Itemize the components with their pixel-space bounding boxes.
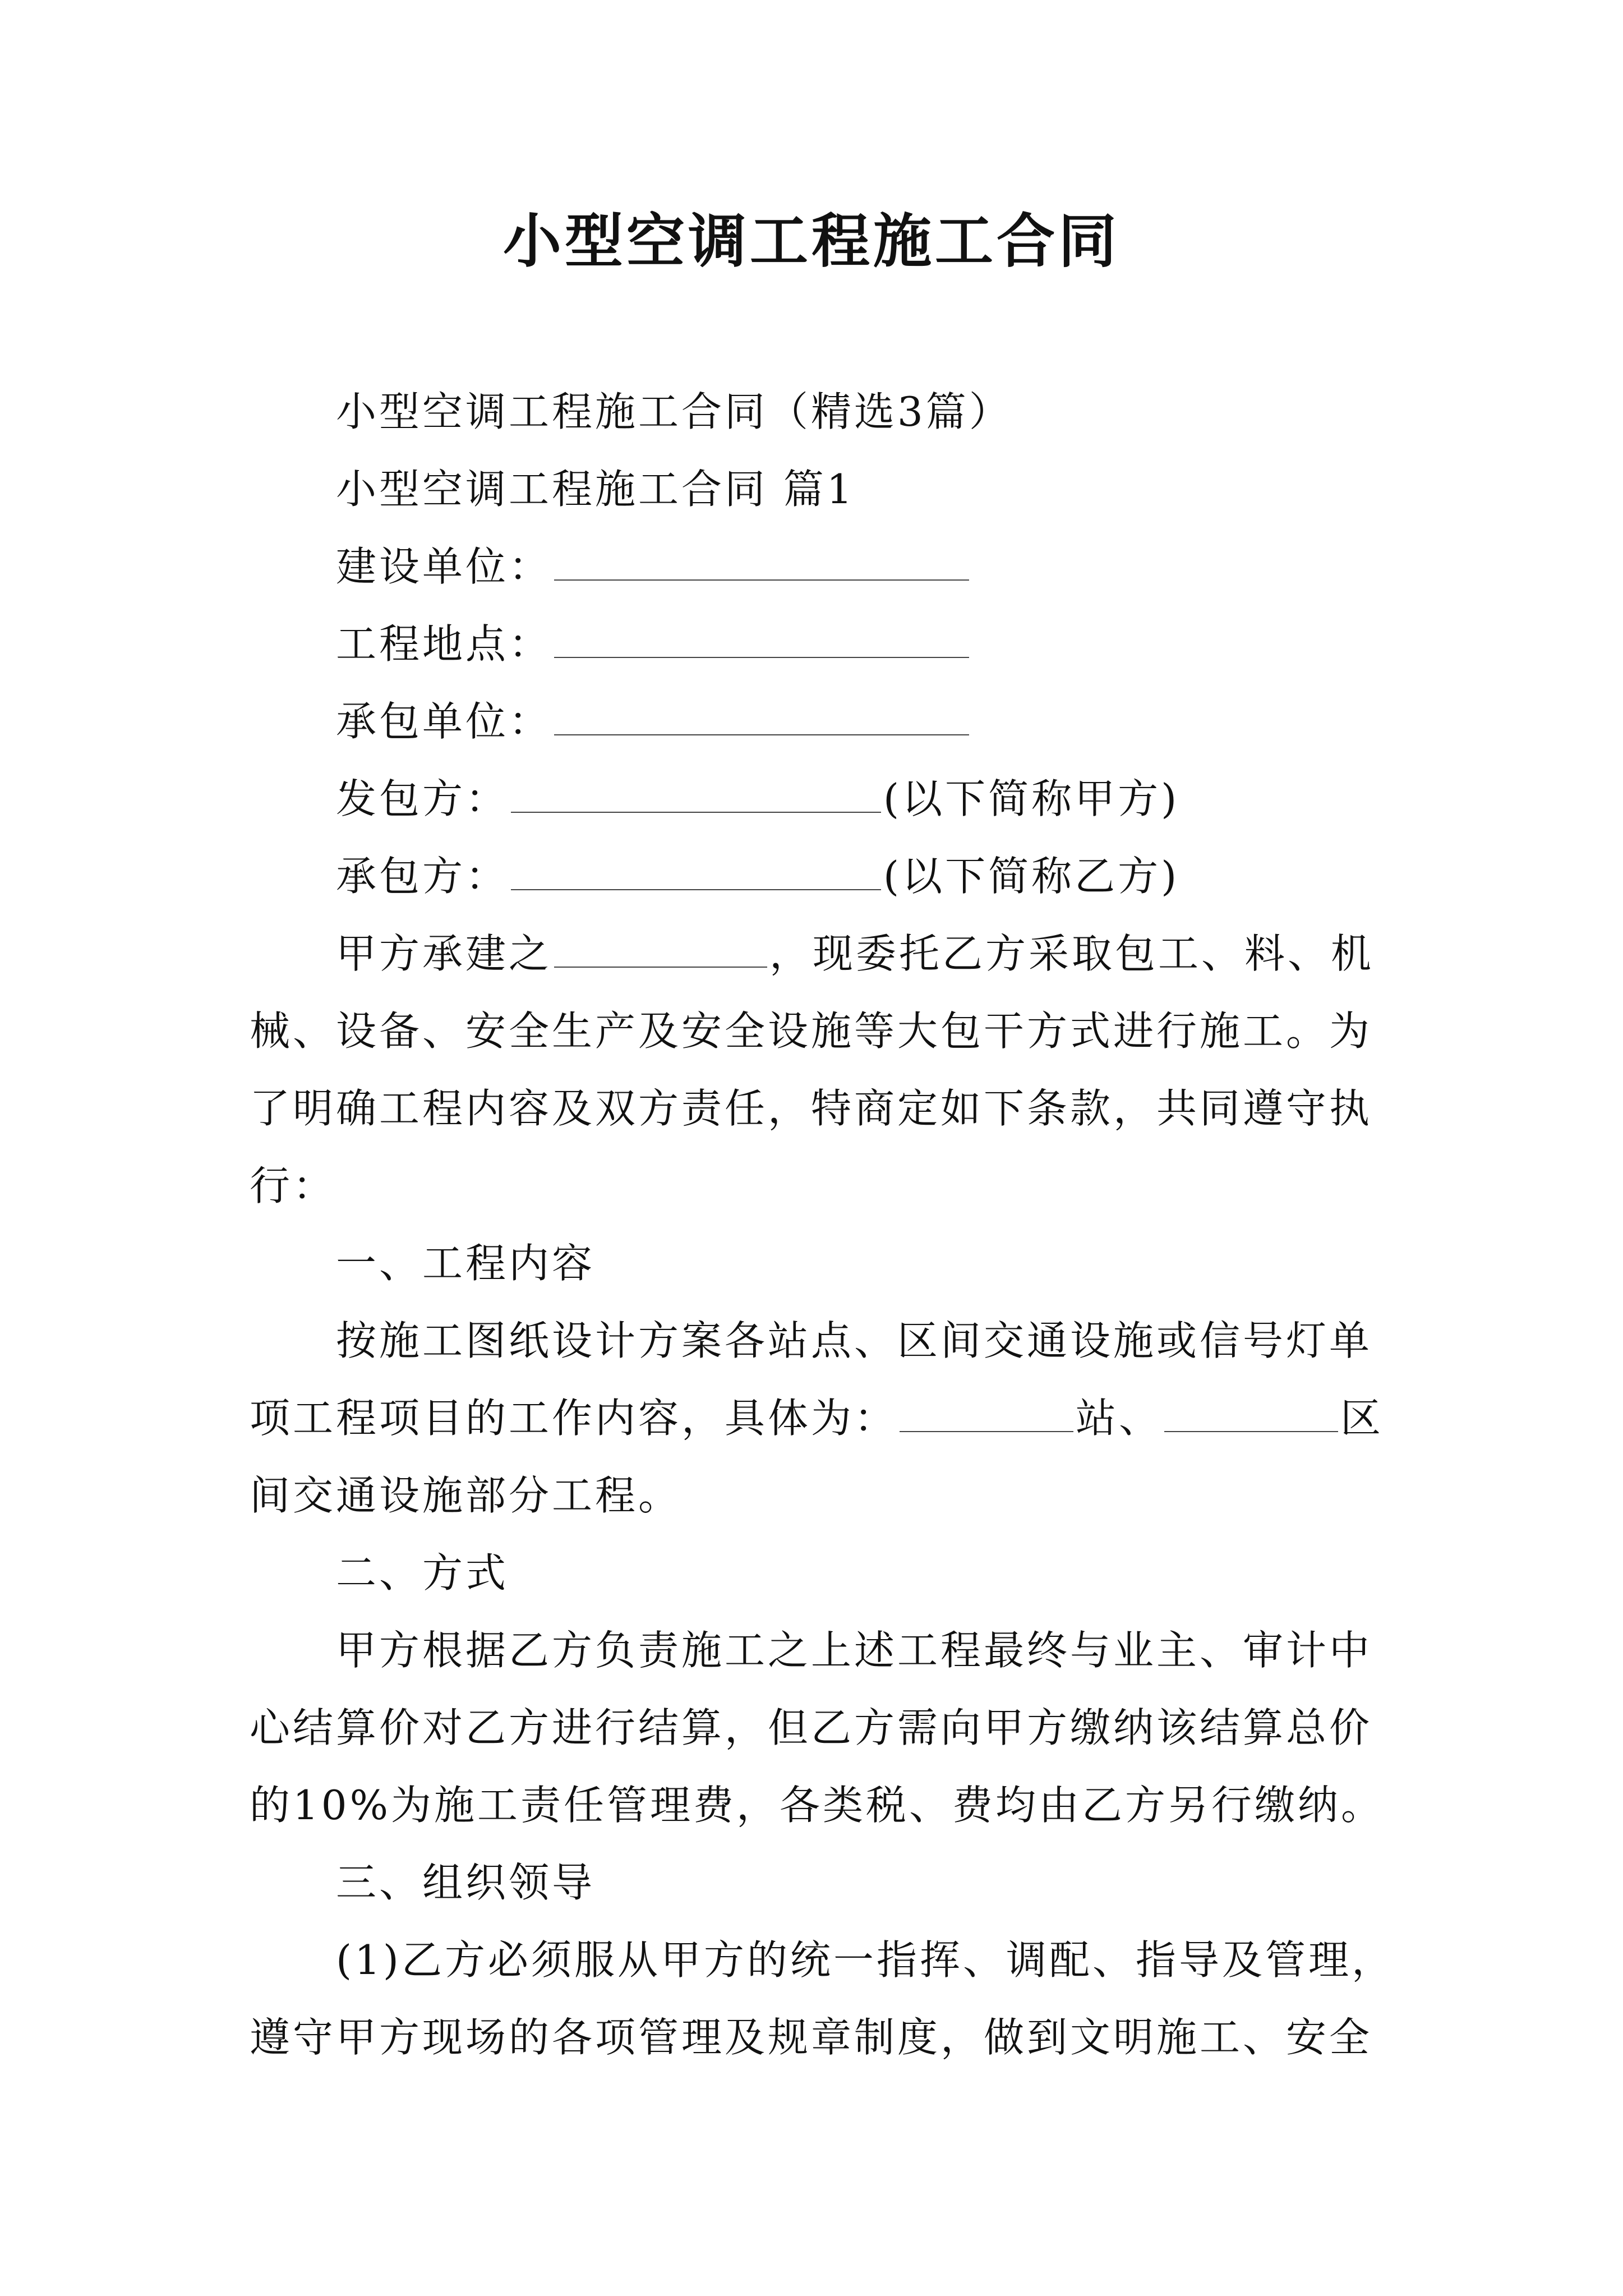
text-segment: 项工程项目的工作内容，具体为： <box>250 1395 898 1442</box>
text-segment: 区 <box>1340 1395 1384 1442</box>
text-segment: 站、 <box>1076 1395 1163 1442</box>
field-project-location <box>250 605 1399 683</box>
field-note: (以下简称甲方) <box>883 775 1180 822</box>
field-label: 工程地点： <box>336 620 552 668</box>
clause-heading: 三、组织领导 <box>336 1859 596 1906</box>
field-employer <box>250 760 1399 838</box>
field-label: 承包单位： <box>336 698 552 745</box>
blank-line <box>554 622 969 658</box>
blank-line <box>554 700 969 735</box>
paragraph-line: 的10%为施工责任管理费，各类税、费均由乙方另行缴纳。 <box>250 1782 1385 1829</box>
blank-line <box>1164 1396 1338 1432</box>
blank-line <box>511 854 881 890</box>
field-label: 建设单位： <box>336 543 552 590</box>
blank-line <box>554 545 969 581</box>
paragraph-line: 间交通设施部分工程。 <box>250 1472 682 1519</box>
field-note: (以下简称乙方) <box>883 853 1180 900</box>
document-title: 小型空调工程施工合同 <box>502 206 1120 275</box>
paragraph-line: (1)乙方必须服从甲方的统一指挥、调配、指导及管理， <box>336 1936 1395 1984</box>
paragraph-line: 了明确工程内容及双方责任，特商定如下条款，共同遵守执 <box>250 1085 1373 1132</box>
blank-line <box>900 1396 1073 1432</box>
document-body <box>250 373 1399 2076</box>
paragraph-line: 行： <box>250 1162 336 1209</box>
field-construction-unit <box>250 528 1399 605</box>
paragraph-line: 按施工图纸设计方案各站点、区间交通设施或信号灯单 <box>336 1317 1373 1364</box>
subtitle: 小型空调工程施工合同（精选3篇） <box>336 388 1012 435</box>
field-label: 承包方： <box>336 853 509 900</box>
clause-heading: 二、方式 <box>336 1549 509 1596</box>
paragraph-line <box>250 915 1399 992</box>
paragraph-line: 遵守甲方现场的各项管理及规章制度，做到文明施工、安全 <box>250 2014 1373 2061</box>
section-heading: 小型空调工程施工合同 篇1 <box>336 466 855 513</box>
field-contractor-unit <box>250 683 1399 760</box>
paragraph-line: 甲方根据乙方负责施工之上述工程最终与业主、审计中 <box>336 1627 1373 1674</box>
text-segment: ，现委托乙方采取包工、料、机 <box>769 930 1375 977</box>
blank-line <box>554 932 767 968</box>
clause-heading: 一、工程内容 <box>336 1240 596 1287</box>
field-contractor <box>250 838 1399 915</box>
text-segment: 甲方承建之 <box>336 930 552 977</box>
paragraph-line: 心结算价对乙方进行结算，但乙方需向甲方缴纳该结算总价 <box>250 1704 1373 1751</box>
paragraph-line: 械、设备、安全生产及安全设施等大包干方式进行施工。为 <box>250 1007 1373 1055</box>
blank-line <box>511 777 881 813</box>
paragraph-line <box>250 1379 1399 1457</box>
field-label: 发包方： <box>336 775 509 822</box>
